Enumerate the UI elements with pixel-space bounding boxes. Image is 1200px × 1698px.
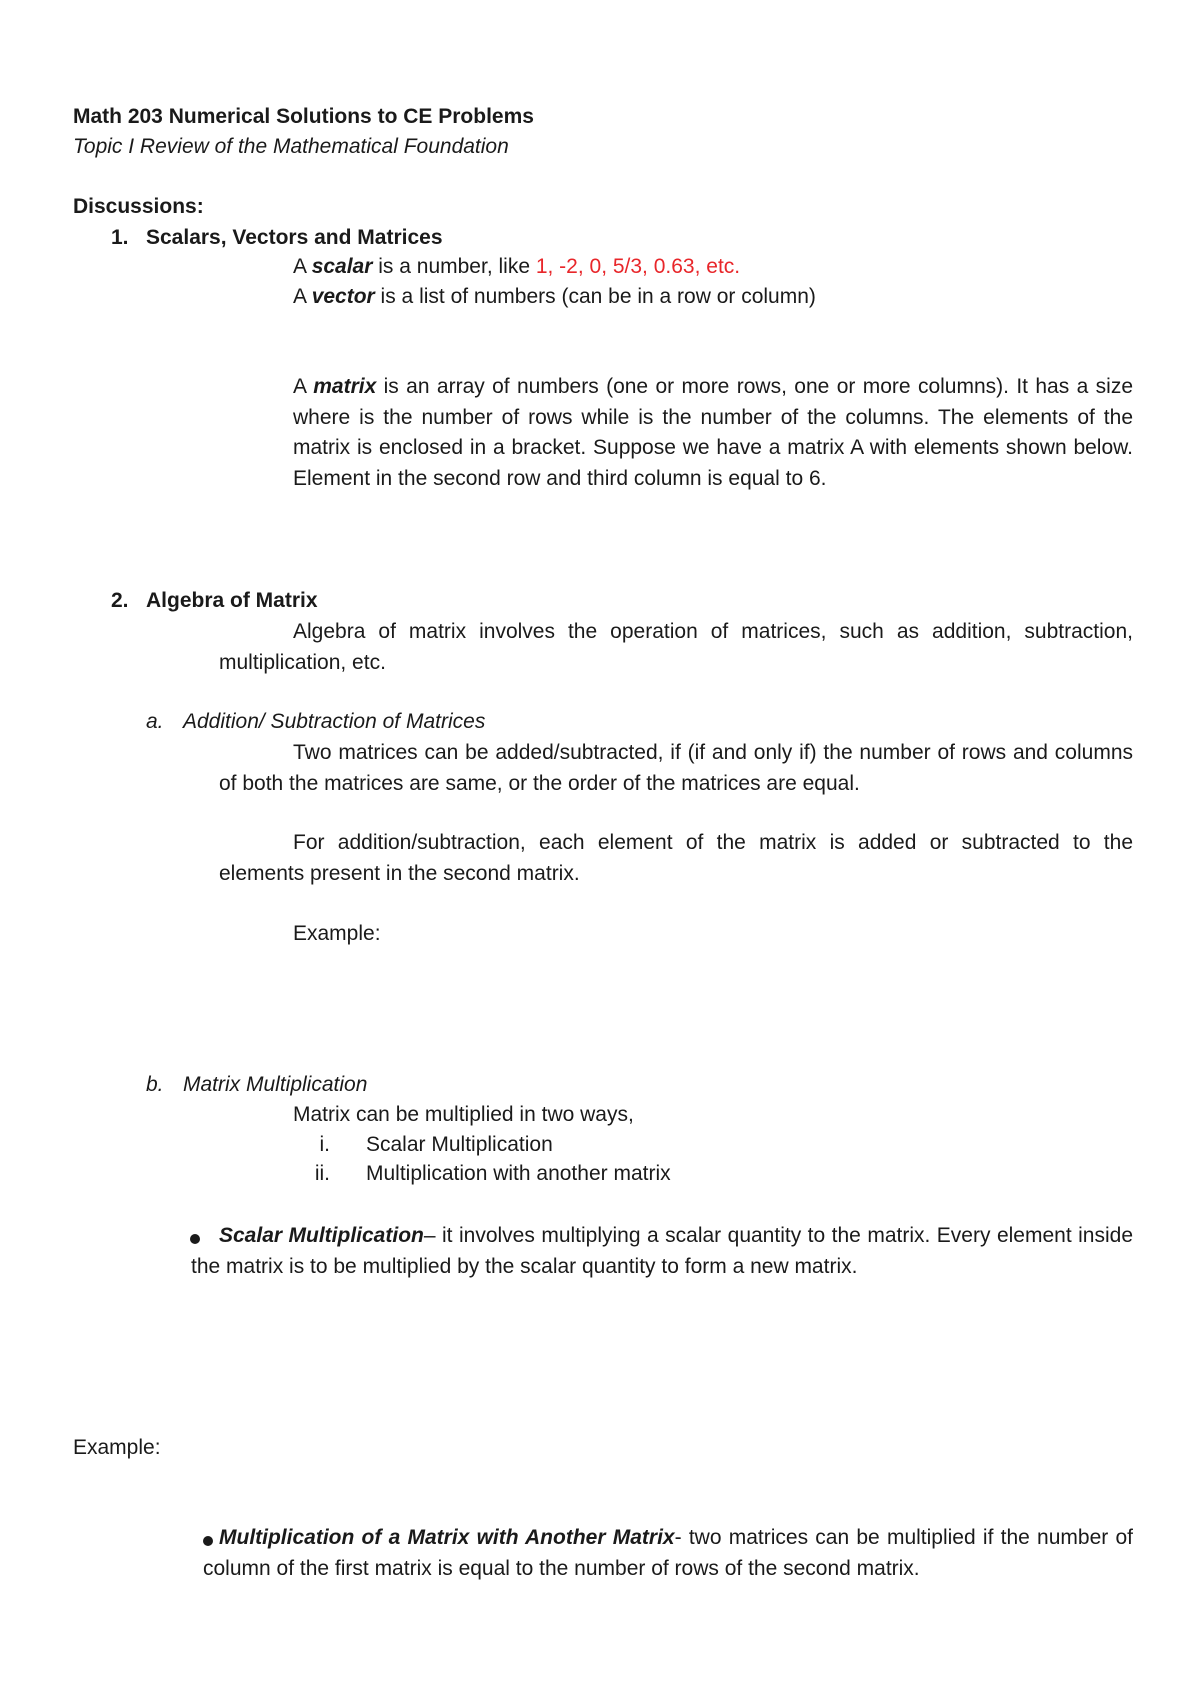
addition-example-label: Example: — [293, 922, 381, 945]
multiplication-intro: Matrix can be multiplied in two ways, — [293, 1103, 634, 1126]
way-1-label: Scalar Multiplication — [366, 1133, 553, 1156]
addition-rule: Two matrices can be added/subtracted, if (if and only if) the number of rows and columns of both the matrices are same, or the order of the matrices are equal. — [219, 741, 1133, 795]
section-1-heading: Scalars, Vectors and Matrices — [146, 226, 443, 249]
multiplication-example-label: Example: — [73, 1436, 161, 1459]
scalar-examples: 1, -2, 0, 5/3, 0.63, etc. — [535, 255, 741, 278]
matrix-definition: A matrix is an array of numbers (one or more rows, one or more columns). It has a size where is the number of rows while is the number of the columns. The elements of the matrix is enclosed in a bracket. Suppose we have a matrix A with elements shown below. Element in the second row and third column is equal to 6. — [293, 375, 1134, 490]
sub-b-marker: b. — [146, 1073, 164, 1096]
scalar-definition: A scalar is a number, like 1, -2, 0, 5/3, 0.63, etc. — [293, 255, 741, 278]
section-2-number: 2. — [111, 589, 129, 612]
matrix-multiplication-term: Multiplication of a Matrix with Another Matrix — [219, 1526, 675, 1549]
scalar-multiplication-term: Scalar Multiplication — [219, 1224, 424, 1247]
vector-definition: A vector is a list of numbers (can be in a row or column) — [293, 285, 816, 308]
way-2-label: Multiplication with another matrix — [366, 1162, 671, 1185]
sub-b-title: Matrix Multiplication — [183, 1073, 368, 1096]
way-1-marker: i. — [319, 1133, 330, 1156]
topic-subtitle: Topic I Review of the Mathematical Foundation — [73, 135, 509, 158]
section-2-heading: Algebra of Matrix — [146, 589, 318, 612]
algebra-intro: Algebra of matrix involves the operation of matrices, such as addition, subtraction, multiplication, etc. — [219, 620, 1133, 674]
sub-a-marker: a. — [146, 710, 164, 733]
addition-method: For addition/subtraction, each element of the matrix is added or subtracted to the elements present in the second matrix. — [219, 831, 1133, 885]
sub-a-title: Addition/ Subtraction of Matrices — [183, 710, 486, 733]
scalar-multiplication-paragraph: Scalar Multiplication– it involves multiplying a scalar quantity to the matrix. Every element inside the matrix is to be multiplied by the scalar quantity to form a new matrix. — [191, 1224, 1133, 1278]
scalar-term: scalar — [311, 255, 373, 278]
vector-term: vector — [311, 285, 375, 308]
document-title: Math 203 Numerical Solutions to CE Problems — [73, 105, 534, 128]
matrix-multiplication-paragraph: Multiplication of a Matrix with Another Matrix- two matrices can be multiplied if the number of column of the first matrix is equal to the number of rows of the second matrix. — [203, 1526, 1133, 1580]
discussions-heading: Discussions: — [73, 195, 204, 218]
section-1-number: 1. — [111, 226, 129, 249]
way-2-marker: ii. — [314, 1162, 330, 1185]
matrix-term: matrix — [313, 375, 377, 398]
